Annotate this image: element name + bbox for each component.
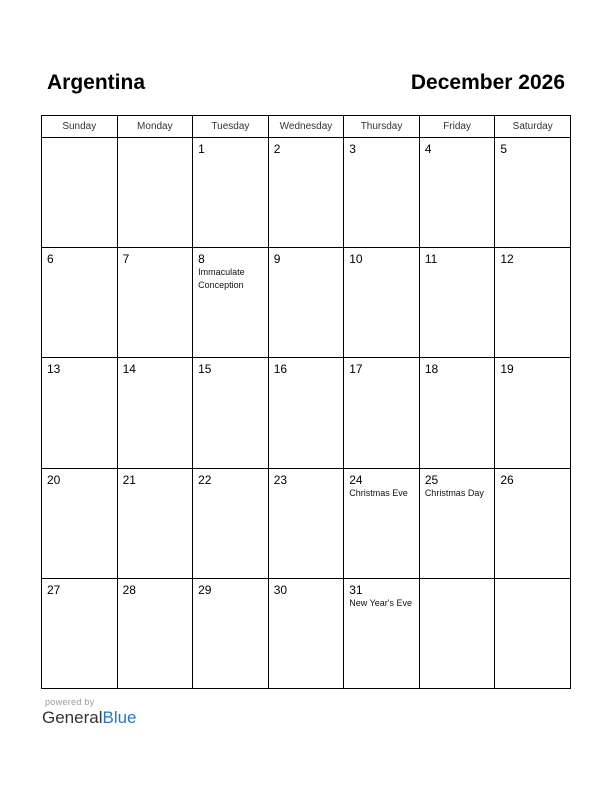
weekday-friday: Friday [419, 116, 495, 138]
day-number: 24 [349, 472, 363, 487]
day-number: 1 [198, 142, 205, 156]
day-cell [344, 468, 420, 578]
day-cell [419, 138, 495, 248]
day-cell [495, 578, 571, 688]
day-cell [419, 468, 495, 578]
day-number: 19 [500, 362, 514, 377]
day-number: 11 [424, 252, 438, 267]
day-cell [117, 578, 193, 688]
day-cell [344, 578, 420, 688]
day-cell [117, 358, 193, 468]
day-cell [419, 578, 495, 688]
day-number: 26 [500, 472, 514, 487]
powered-by-label: powered by [45, 697, 95, 707]
day-number: 10 [349, 252, 363, 267]
day-number: 28 [122, 582, 136, 597]
day-cell [42, 138, 118, 248]
country-title: Argentina [47, 71, 146, 94]
generalblue-logo [42, 708, 137, 728]
week-row [42, 468, 571, 578]
day-cell [193, 248, 269, 358]
day-cell [495, 138, 571, 248]
day-number: 12 [500, 252, 514, 267]
day-cell [344, 358, 420, 468]
calendar-grid [41, 115, 571, 689]
day-cell [42, 248, 118, 358]
day-number: 8 [198, 252, 205, 267]
day-cell [268, 578, 344, 688]
day-cell [117, 248, 193, 358]
day-number: 6 [47, 252, 54, 267]
brand-general-text: General [42, 708, 103, 727]
holiday-label: Christmas Day [424, 487, 484, 498]
day-cell [193, 578, 269, 688]
day-number: 13 [47, 362, 61, 377]
weekday-thursday: Thursday [344, 116, 420, 138]
day-number: 18 [424, 362, 439, 377]
day-cell [42, 468, 118, 578]
day-number: 25 [424, 472, 439, 487]
weekday-tuesday: Tuesday [193, 116, 269, 138]
week-row [42, 358, 571, 468]
calendar-body [42, 138, 571, 689]
day-cell [495, 358, 571, 468]
day-cell [419, 248, 495, 358]
day-cell [419, 358, 495, 468]
day-number: 17 [349, 362, 363, 377]
day-cell [344, 248, 420, 358]
day-cell [193, 468, 269, 578]
day-cell [268, 468, 344, 578]
day-number: 27 [47, 582, 61, 597]
day-cell [193, 358, 269, 468]
holiday-label: New Year's Eve [349, 597, 413, 608]
day-cell [193, 138, 269, 248]
day-cell [495, 248, 571, 358]
day-cell [42, 578, 118, 688]
day-cell [344, 138, 420, 248]
holiday-label: Christmas Eve [349, 487, 408, 498]
day-number: 5 [500, 142, 508, 156]
day-number: 30 [273, 582, 288, 597]
day-cell [117, 138, 193, 248]
day-cell [268, 248, 344, 358]
day-number: 4 [424, 142, 432, 156]
day-number: 16 [273, 362, 288, 377]
day-number: 22 [198, 472, 212, 487]
week-row [42, 138, 571, 248]
day-cell [268, 138, 344, 248]
weekday-saturday: Saturday [495, 116, 571, 138]
day-number: 31 [349, 582, 363, 597]
month-year-title: December 2026 [410, 71, 565, 94]
day-number: 14 [122, 362, 136, 377]
day-number: 7 [122, 252, 130, 267]
week-row [42, 248, 571, 358]
weekday-sunday: Sunday [42, 116, 118, 138]
day-number: 2 [273, 142, 281, 156]
day-number: 9 [273, 252, 281, 267]
holiday-label: Immaculate Conception [198, 267, 245, 291]
day-number: 29 [198, 582, 212, 597]
day-cell [42, 358, 118, 468]
day-number: 23 [273, 472, 288, 487]
day-number: 3 [349, 142, 356, 156]
weekday-wednesday: Wednesday [268, 116, 344, 138]
day-cell [117, 468, 193, 578]
day-number: 15 [198, 362, 212, 377]
brand-blue-text: Blue [102, 708, 137, 727]
weekday-monday: Monday [117, 116, 193, 138]
day-number: 20 [47, 472, 61, 487]
weekday-header-row [42, 116, 571, 138]
day-cell [268, 358, 344, 468]
week-row [42, 578, 571, 688]
day-number: 21 [122, 472, 136, 487]
day-cell [495, 468, 571, 578]
